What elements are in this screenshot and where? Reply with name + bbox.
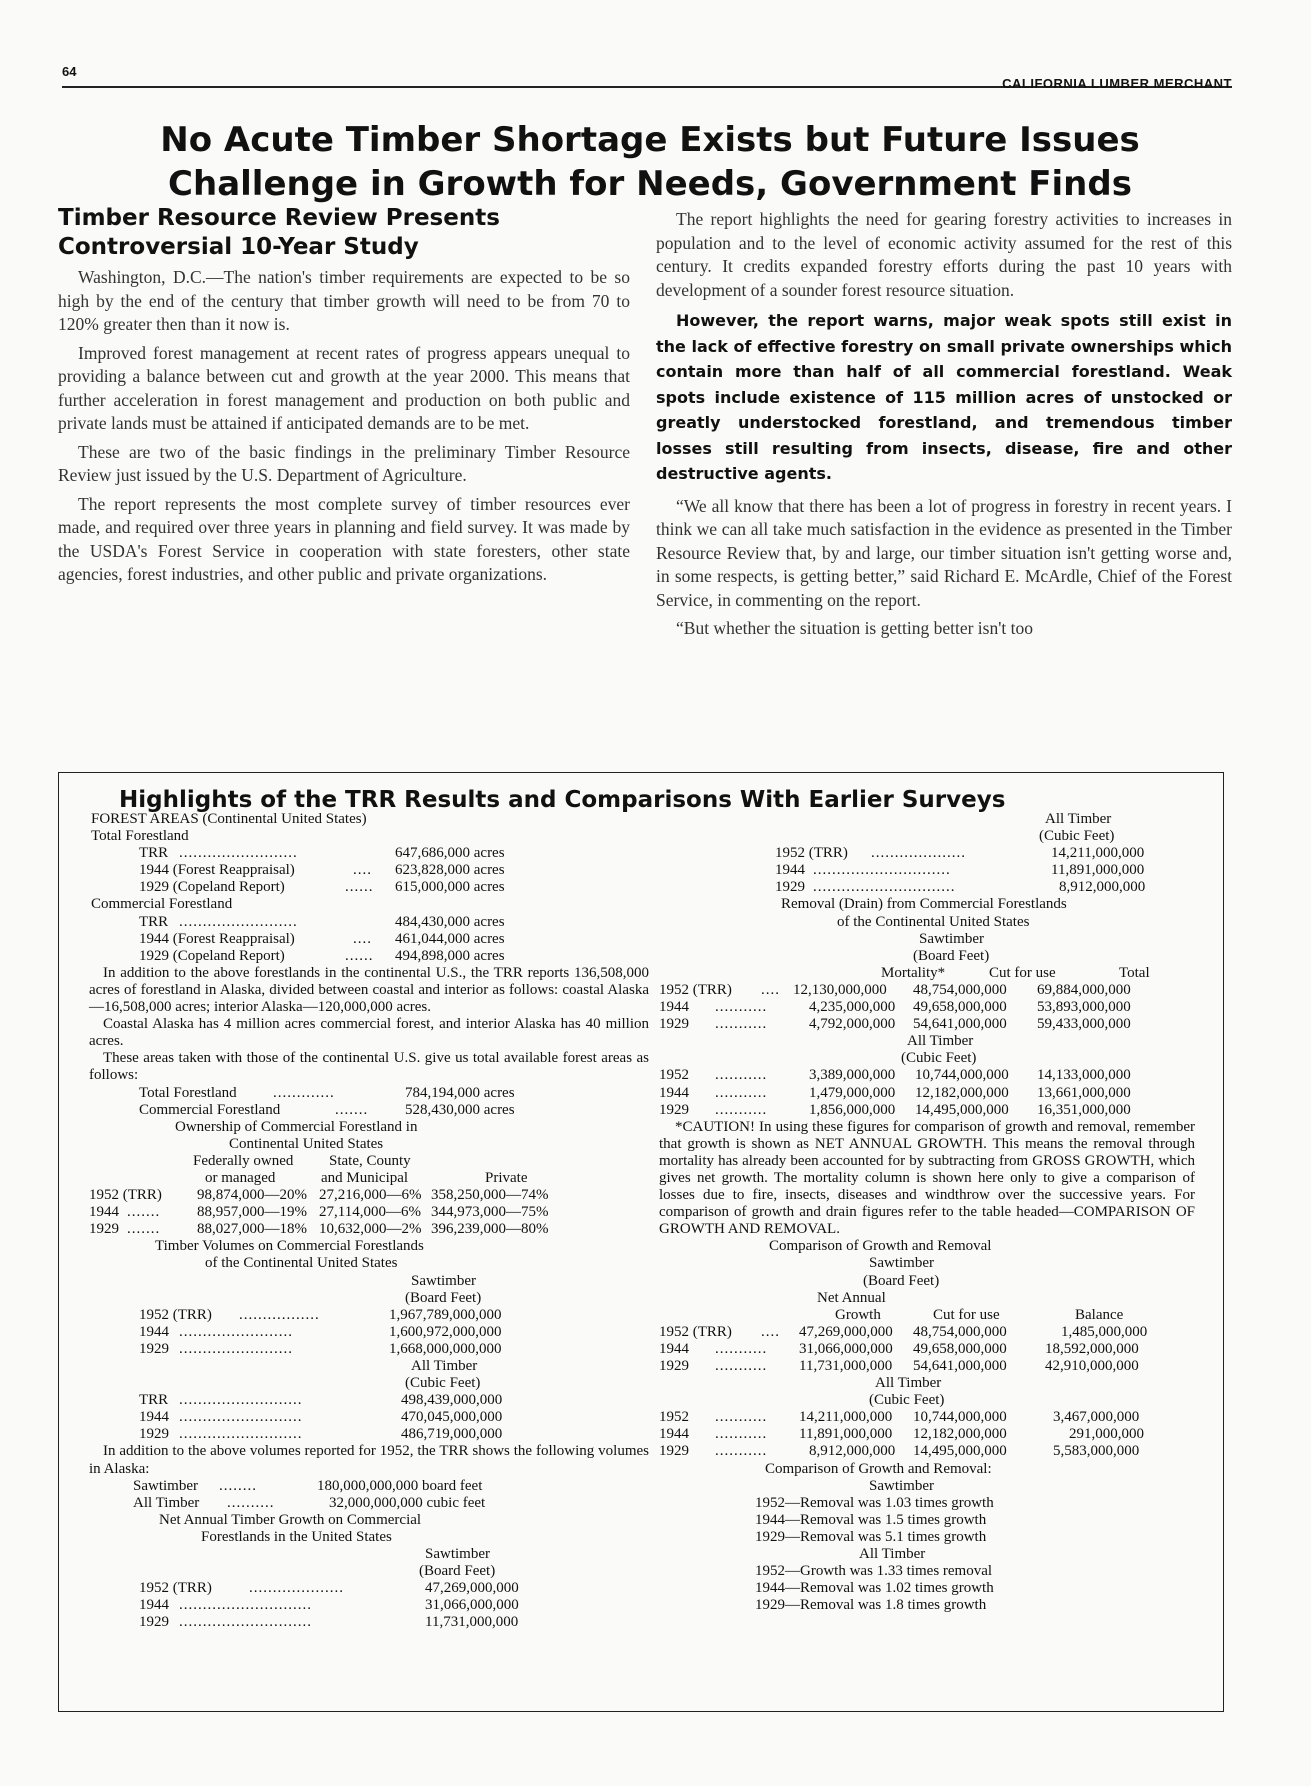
paragraph: These are two of the basic findings in the preliminary Timber Resource Review just issued by the U.S. Department of Agriculture. — [58, 441, 630, 485]
table-row: 1952 ........... 3,389,000,000 10,744,000,000 14,133,000,000 — [659, 1067, 1131, 1084]
summary-line: 1929—Removal was 1.8 times growth — [755, 1597, 987, 1614]
table-row: 1944 ....... 88,957,000—19% 27,114,000—6% 344,973,000—75% — [89, 1204, 549, 1221]
column-header: Sawtimber — [425, 1546, 490, 1563]
alaska-paragraph: These areas taken with those of the continental U.S. give us total available forest areas as follows: — [89, 1050, 649, 1084]
column-header: (Cubic Feet) — [869, 1392, 945, 1409]
table-row: 1952 ........... 14,211,000,000 10,744,000,000 3,467,000,000 — [659, 1409, 1140, 1426]
bold-paragraph: However, the report warns, major weak spots still exist in the lack of effective forestry on small private ownerships which contain more than half of all commercial forestland. Weak spots include existence of 115 million acres of unstocked or greatly understocked forestland, and tremendous timber losses still resulting from insects, disease, fire and other destructive agents. — [656, 311, 1232, 483]
table-title: Ownership of Commercial Forestland in — [175, 1118, 418, 1135]
table-row: 1952 (TRR) .... 47,269,000,000 48,754,000,000 1,485,000,000 — [659, 1323, 1148, 1340]
table-row: 1952 (TRR) .................... 14,211,000,000 — [775, 845, 1145, 862]
table-title: Forestlands in the United States — [201, 1528, 392, 1545]
caution-note: *CAUTION! In using these figures for comparison of growth and removal, remember that growth is shown as NET ANNUAL GROWTH. This means the removal through mortality has already been accounted for by subtracting from GROSS GROWTH, which gives net growth. The mortality column is shown here only to give a comparison of losses due to fire, insects, diseases and windthrow over the successive years. For comparison of growth and drain figures refer to the table headed—COMPARISON OF GROWTH AND REMOVAL. — [659, 1118, 1195, 1238]
subhead-line-1: Timber Resource Review Presents — [58, 205, 500, 231]
page-number: 64 — [62, 64, 77, 79]
subheadline — [58, 204, 648, 262]
table-title: Comparison of Growth and Removal — [769, 1238, 992, 1255]
table-row: 1929 ........... 1,856,000,000 14,495,000,000 16,351,000,000 — [659, 1101, 1131, 1118]
summary-line: 1944—Removal was 1.5 times growth — [755, 1511, 987, 1528]
row-label: 1944 (Forest Reappraisal) — [139, 930, 295, 947]
row-label: TRR — [139, 845, 169, 862]
table-row: 1929 ....... 88,027,000—18% 10,632,000—2% 396,239,000—80% — [89, 1221, 549, 1238]
row-value: 494,898,000 acres — [395, 947, 505, 964]
row-label: Commercial Forestland — [139, 1101, 281, 1118]
row-value: 784,194,000 acres — [405, 1084, 515, 1101]
box-left-column: FOREST AREAS (Continental United States) Total Forestland TRR ......................... 647,686,000 acres 1944 (Forest Reappraisal) .... 623,828,000 acres 1929 (Copeland Report) ...... 615,000,000 acres Commercial Forestland TRR ......................... 484,430,000 acres 1944 (Forest Reappraisal) .... 461,044,000 acres 1929 (Copeland Report) ...... 494,898,000 acres In addition to the above forestlands in the continental U.S., the TRR reports 136,508,000 acres of forestland in Alaska, divided between coastal and interior as follows: coastal Alaska—16,508,000 acres; interior Alaska—120,000,000 acres. Coastal Alaska has 4 million acres commercial forest, and interior Alaska has 40 million acres. These areas taken with those of the continental U.S. give us total available forest areas as follows: Total Forestland ............. 784,194,000 acres Commercial Forestland ....... 528,430,000 acres Ownership of Commercial Forestland in Continental United States Federally owned State, County or managed and Municipal Private 1952 (TRR) 98,874,000—20% 27,216,000—6% 358,250,000—74% 1944 ....... 88,957,000—19% 27,114,000—6% 344,973,000—75% 1929 ....... 88,027,000—18% 10,632,000—2% 396,239,000—80% Timber Volumes on Commercial Forestlands of the Continental United States Sawtimber (Board Feet) 1952 (TRR) ................. 1,967,789,000,000 1944 ........................ 1,600,972,000,000 1929 ........................ 1,668,000,000,000 All Timber (Cubic Feet) TRR .......................... 498,439,000,000 1944 .......................... 470,045,000,000 1929 .......................... 486,719,000,000 In addition to the above volumes reported for 1952, the TRR shows the following volumes in Alaska: Sawtimber ........ 180,000,000,000 board feet All Timber .......... 32,000,000,000 cubic feet Net Annual Timber Growth on Commercial Forestlands in the United States Sawtimber (Board Feet) 1952 (TRR) .................... 47,269,000,000 1944 ............................ 31,066,000,000 1929 ............................ 11,731,000,000 — [89, 811, 649, 1631]
column-header: Sawtimber — [869, 1477, 934, 1494]
column-header: Mortality* — [881, 964, 946, 981]
row-value: 461,044,000 acres — [395, 930, 505, 947]
table-row: 1929 ........................ 1,668,000,000,000 — [139, 1340, 502, 1357]
table-title: Continental United States — [229, 1135, 384, 1152]
table-row: 1952 (TRR) 98,874,000—20% 27,216,000—6% 358,250,000—74% — [89, 1187, 549, 1204]
section-title: FOREST AREAS (Continental United States) — [91, 811, 367, 827]
table-row: 1944 ........... 4,235,000,000 49,658,000,000 53,893,000,000 — [659, 999, 1131, 1016]
summary-line: 1929—Removal was 5.1 times growth — [755, 1528, 987, 1545]
table-row: 1952 (TRR) ................. 1,967,789,000,000 — [139, 1306, 502, 1323]
table-row: 1929 ........... 4,792,000,000 54,641,000,000 59,433,000,000 — [659, 1016, 1131, 1033]
highlights-box — [58, 772, 1224, 1712]
column-header: Growth — [835, 1306, 881, 1323]
subhead-line-2: Controversial 10-Year Study — [58, 234, 419, 260]
table-row: 1952 (TRR) .................... 47,269,000,000 — [139, 1580, 519, 1597]
paragraph: “We all know that there has been a lot of progress in forestry in recent years. I think we can all take much satisfaction in the evidence as presented in the Timber Resource Review that, by and large, our timber situation isn't getting worse and, in some respects, is getting better,” said Richard E. McArdle, Chief of the Forest Service, in commenting on the report. — [656, 495, 1232, 610]
magazine-name: CALIFORNIA LUMBER MERCHANT — [1002, 76, 1232, 91]
article-column-1 — [58, 266, 630, 592]
headline — [150, 118, 1150, 206]
summary-line: 1944—Removal was 1.02 times growth — [755, 1580, 994, 1597]
column-header: All Timber — [907, 1033, 974, 1050]
table-row: 1929 .......................... 486,719,000,000 — [139, 1426, 503, 1443]
label: Total Forestland — [91, 828, 189, 845]
column-header: Sawtimber — [919, 930, 984, 947]
row-value: 615,000,000 acres — [395, 879, 505, 896]
headline-line-2: Challenge in Growth for Needs, Government Finds — [168, 164, 1132, 204]
table-title: of the Continental United States — [837, 913, 1030, 930]
column-header: Total — [1119, 964, 1150, 981]
table-title: Removal (Drain) from Commercial Forestlands — [781, 896, 1067, 913]
table-title: Comparison of Growth and Removal: — [765, 1460, 992, 1477]
table-row: 1944 ........................ 1,600,972,000,000 — [139, 1323, 502, 1340]
column-header: All Timber — [1045, 811, 1112, 827]
column-header: All Timber — [875, 1375, 942, 1392]
table-row: 1944 ........... 31,066,000,000 49,658,000,000 18,592,000,000 — [659, 1340, 1139, 1357]
column-header: Private — [485, 1169, 528, 1186]
column-header: (Cubic Feet) — [1039, 828, 1115, 845]
alaska-volume-paragraph: In addition to the above volumes reported for 1952, the TRR shows the following volumes in Alaska: — [89, 1443, 649, 1477]
page-header — [62, 64, 1232, 91]
row-label: Total Forestland — [139, 1084, 237, 1101]
table-row: 1944 ........... 11,891,000,000 12,182,000,000 291,000,000 — [659, 1426, 1144, 1443]
column-header: State, County — [329, 1152, 411, 1169]
table-row: 1944 ............................ 31,066,000,000 — [139, 1597, 519, 1614]
table-row: 1929 .............................. 8,912,000,000 — [775, 879, 1146, 896]
paragraph: The report highlights the need for gearing forestry activities to increases in population and to the level of economic activity assumed for the rest of this century. It credits expanded forestry efforts during the past 10 years with development of a sounder forest resource situation. — [656, 209, 1232, 300]
table-title: of the Continental United States — [205, 1255, 398, 1272]
paragraph: “But whether the situation is getting better isn't too — [676, 618, 1033, 638]
column-header: (Board Feet) — [913, 947, 990, 964]
table-row: 1929 ............................ 11,731,000,000 — [139, 1614, 519, 1631]
row-value: 528,430,000 acres — [405, 1101, 515, 1118]
article-column-2 — [656, 208, 1232, 646]
column-header: Net Annual — [817, 1289, 886, 1306]
table-title: Timber Volumes on Commercial Forestlands — [155, 1238, 424, 1255]
table-row: 1944 ........... 1,479,000,000 12,182,000,000 13,661,000,000 — [659, 1084, 1131, 1101]
column-header: Sawtimber — [411, 1272, 476, 1289]
column-header: (Cubic Feet) — [901, 1050, 977, 1067]
row-label: 1929 (Copeland Report) — [139, 947, 285, 964]
paragraph: Improved forest management at recent rates of progress appears unequal to providing a balance between cut and growth at the year 2000. This means that further acceleration in forest management and production on both public and private lands must be attained if anticipated demands are to be met. — [58, 342, 630, 433]
column-header: (Board Feet) — [419, 1563, 496, 1580]
column-header: Cut for use — [933, 1306, 1000, 1323]
table-row: 1944 .......................... 470,045,000,000 — [139, 1409, 503, 1426]
column-header: Cut for use — [989, 964, 1056, 981]
table-row: Sawtimber ........ 180,000,000,000 board feet — [133, 1477, 483, 1494]
label: Commercial Forestland — [91, 896, 233, 913]
table-title: Net Annual Timber Growth on Commercial — [159, 1511, 422, 1528]
paragraph: The report represents the most complete survey of timber resources ever made, and required over three years in planning and field survey. It was made by the USDA's Forest Service in cooperation with state foresters, other state agencies, forest industries, and other public and private organizations. — [58, 493, 630, 584]
table-row: TRR .......................... 498,439,000,000 — [139, 1392, 503, 1409]
column-header: All Timber — [859, 1546, 926, 1563]
row-value: 623,828,000 acres — [395, 862, 505, 879]
box-title: Highlights of the TRR Results and Comparisons With Earlier Surveys — [119, 787, 1006, 813]
table-row: 1952 (TRR) .... 12,130,000,000 48,754,000,000 69,884,000,000 — [659, 981, 1131, 998]
column-header: (Board Feet) — [405, 1289, 482, 1306]
column-header: Sawtimber — [869, 1255, 934, 1272]
column-header: or managed — [205, 1169, 276, 1186]
column-header: Balance — [1075, 1306, 1124, 1323]
table-row: All Timber .......... 32,000,000,000 cubic feet — [133, 1494, 486, 1511]
alaska-paragraph: In addition to the above forestlands in the continental U.S., the TRR reports 136,508,000 acres of forestland in Alaska, divided between coastal and interior as follows: coastal Alaska—16,508,000 acres; interior Alaska—120,000,000 acres. — [89, 964, 649, 1016]
alaska-paragraph: Coastal Alaska has 4 million acres commercial forest, and interior Alaska has 40 million acres. — [89, 1016, 649, 1050]
table-row: 1944 ............................. 11,891,000,000 — [775, 862, 1145, 879]
headline-line-1: No Acute Timber Shortage Exists but Future Issues — [160, 120, 1140, 160]
summary-line: 1952—Removal was 1.03 times growth — [755, 1494, 994, 1511]
column-header: (Cubic Feet) — [405, 1375, 481, 1392]
column-header: (Board Feet) — [863, 1272, 940, 1289]
paragraph: Washington, D.C.—The nation's timber requirements are expected to be so high by the end of the century that timber growth will need to be from 70 to 120% greater then than it now is. — [58, 267, 630, 334]
summary-line: 1952—Growth was 1.33 times removal — [755, 1563, 993, 1580]
row-label: 1929 (Copeland Report) — [139, 879, 285, 896]
column-header: and Municipal — [321, 1169, 409, 1186]
row-label: 1944 (Forest Reappraisal) — [139, 862, 295, 879]
table-row: 1929 ........... 11,731,000,000 54,641,000,000 42,910,000,000 — [659, 1358, 1139, 1374]
column-header: All Timber — [411, 1358, 478, 1374]
column-header: Federally owned — [193, 1152, 294, 1169]
row-value: 647,686,000 acres — [395, 845, 505, 862]
row-value: 484,430,000 acres — [395, 913, 505, 930]
row-label: TRR — [139, 913, 169, 930]
box-right-column — [659, 811, 1199, 1614]
table-row: 1929 ........... 8,912,000,000 14,495,000,000 5,583,000,000 — [659, 1443, 1140, 1460]
